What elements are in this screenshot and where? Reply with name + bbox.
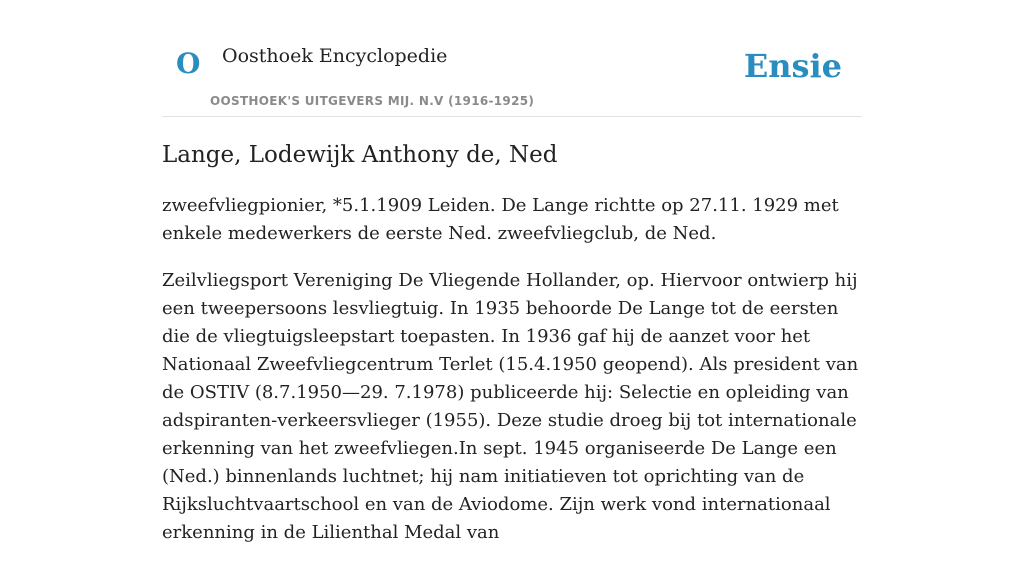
site-subtitle: OOSTHOEK'S UITGEVERS MIJ. N.V (1916-1925): [210, 94, 535, 108]
page: [162, 0, 862, 543]
brand-logo[interactable]: Ensie: [743, 47, 842, 85]
article-title: Lange, Lodewijk Anthony de, Ned: [162, 142, 558, 168]
article-body: [162, 192, 862, 566]
site-title[interactable]: Oosthoek Encyclopedie: [222, 45, 448, 67]
site-header: [162, 0, 862, 117]
article-paragraph: zweefvliegpionier, *5.1.1909 Leiden. De Lange richtte op 27.11. 1929 met enkele medewerkers de eerste Ned. zweefvliegclub, de Ned.: [162, 195, 839, 244]
logo-icon[interactable]: O: [176, 47, 201, 80]
article-paragraph: Zeilvliegsport Vereniging De Vliegende Hollander, op. Hiervoor ontwierp hij een tweepersoons lesvliegtuig. In 1935 behoorde De Lange tot de eersten die de vliegtuigsleepstart toepasten. In 1936 gaf hij de aanzet voor het Nationaal Zweefvliegcentrum Terlet (15.4.1950 geopend). Als president van de OSTIV (8.7.1950—29. 7.1978) publiceerde hij: Selectie en opleiding van adspiranten-verkeersvlieger (1955). Deze studie droeg bij tot internationale erkenning van het zweefvliegen.In sept. 1945 organiseerde De Lange een (Ned.) binnenlands luchtnet; hij nam initiatieven tot oprichting van de Rijksluchtvaartschool en van de Aviodome. Zijn werk vond internationaal erkenning in de Lilienthal Medal van: [162, 270, 859, 543]
